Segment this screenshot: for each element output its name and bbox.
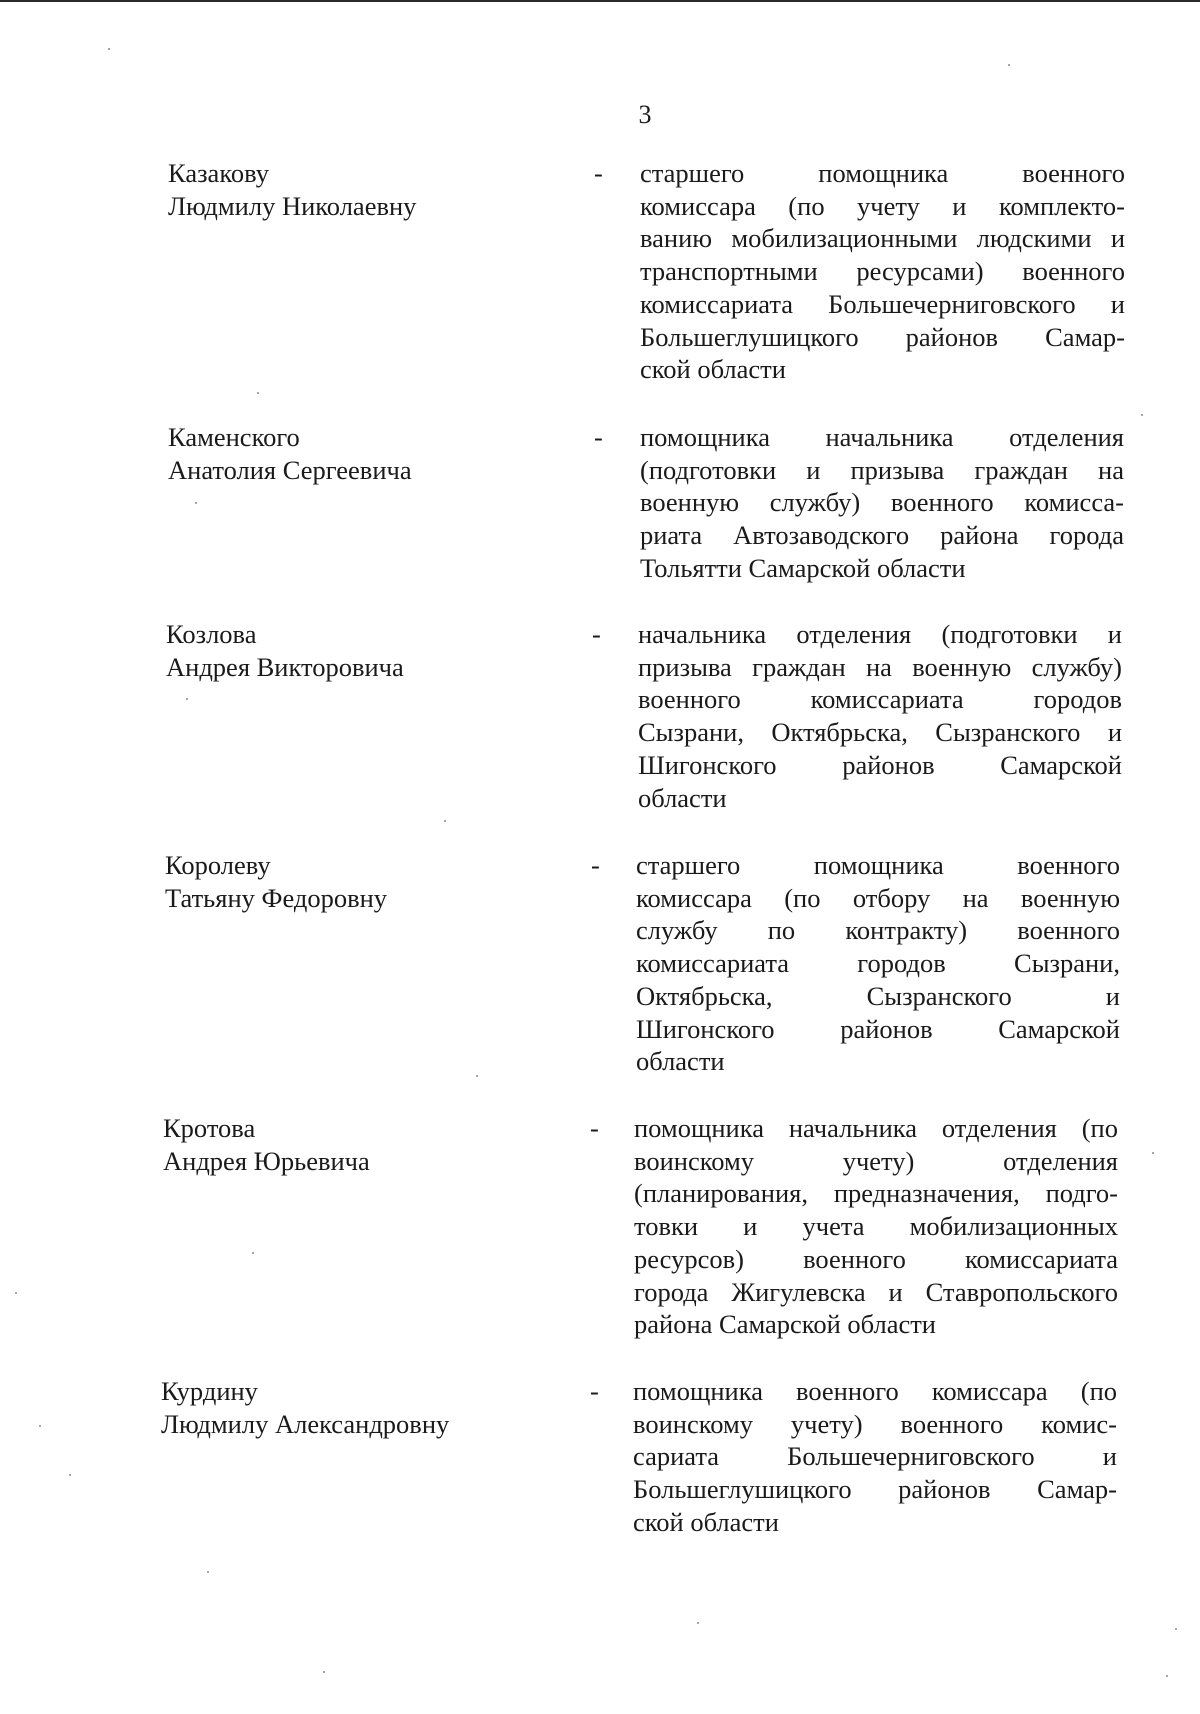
person-surname: Кротова: [163, 1113, 256, 1143]
description-line: Большеглушицкого районов Самар-: [640, 321, 1125, 352]
person-given-name: Людмилу Николаевну: [168, 190, 417, 221]
person-given-name: Андрея Викторовича: [166, 651, 404, 682]
scan-speck: [257, 392, 259, 394]
description-line: комиссара (по учету и комплекто-: [640, 190, 1125, 221]
description-line: Октябрьска, Сызранского и: [636, 980, 1120, 1011]
scan-speck: [195, 502, 197, 504]
description-line: службу по контракту) военного: [636, 915, 1120, 946]
description-line: помощника военного комиссара (по: [633, 1376, 1117, 1406]
description-line: комиссара (по отбору на военную: [636, 882, 1120, 913]
description-line: помощника начальника отделения (по: [634, 1113, 1118, 1143]
person-name: [168, 421, 412, 486]
description-line: области: [636, 1046, 725, 1077]
description-line: помощника начальника отделения: [640, 422, 1124, 452]
position-description: [640, 421, 1124, 585]
description-line: риата Автозаводского района города: [640, 520, 1124, 551]
scan-speck: [207, 1571, 209, 1573]
scan-speck: [108, 48, 110, 50]
person-name: [161, 1375, 449, 1440]
person-given-name: Анатолия Сергеевича: [168, 454, 412, 485]
scan-speck: [1152, 1152, 1154, 1154]
description-line: комиссариата городов Сызрани,: [636, 948, 1120, 979]
scan-speck: [252, 1252, 254, 1254]
description-line: ресурсов) военного комиссариата: [634, 1243, 1118, 1274]
description-line: призыва граждан на военную службу): [638, 651, 1122, 682]
description-line: начальника отделения (подготовки и: [638, 619, 1122, 649]
dash-separator: -: [594, 158, 603, 188]
description-line: товки и учета мобилизационных: [634, 1211, 1118, 1242]
position-description: [640, 157, 1125, 386]
description-line: Шигонского районов Самарской: [638, 749, 1122, 780]
description-line: Шигонского районов Самарской: [636, 1013, 1120, 1044]
description-line: транспортными ресурсами) военного: [640, 256, 1125, 287]
scan-speck: [1166, 1675, 1168, 1677]
description-line: комиссариата Большечерниговского и: [640, 288, 1125, 319]
scan-speck: [476, 1075, 478, 1077]
person-given-name: Татьяну Федоровну: [165, 882, 388, 913]
person-name: [165, 849, 387, 914]
description-line: сариата Большечерниговского и: [633, 1441, 1117, 1472]
description-line: Большеглушицкого районов Самар-: [633, 1474, 1117, 1505]
description-line: Сызрани, Октябрьска, Сызранского и: [638, 717, 1122, 748]
scan-speck: [15, 1292, 17, 1294]
scan-speck: [69, 1474, 71, 1476]
person-surname: Курдину: [161, 1376, 258, 1406]
dash-separator: -: [590, 1113, 599, 1143]
description-line: ской области: [640, 354, 786, 385]
person-given-name: Людмилу Александровну: [161, 1408, 450, 1439]
top-border-line: [0, 0, 1200, 2]
position-description: [638, 618, 1122, 814]
scan-speck: [1008, 64, 1010, 66]
person-surname: Казакову: [168, 158, 269, 188]
description-line: области: [638, 782, 727, 813]
scan-speck: [323, 1671, 325, 1673]
dash-separator: -: [591, 850, 600, 880]
person-surname: Королеву: [165, 850, 271, 880]
scan-speck: [697, 1622, 699, 1624]
description-line: военного комиссариата городов: [638, 684, 1122, 715]
dash-separator: -: [594, 422, 603, 452]
person-surname: Козлова: [166, 619, 257, 649]
person-name: [166, 618, 404, 683]
person-name: [168, 157, 416, 222]
dash-separator: -: [592, 619, 601, 649]
position-description: [634, 1112, 1118, 1341]
description-line: воинскому учету) военного комис-: [633, 1408, 1117, 1439]
description-line: района Самарской области: [634, 1309, 936, 1340]
description-line: воинскому учету) отделения: [634, 1145, 1118, 1176]
dash-separator: -: [590, 1376, 599, 1406]
position-description: [636, 849, 1120, 1078]
description-line: (планирования, предназначения, подго-: [634, 1178, 1118, 1209]
description-line: старшего помощника военного: [640, 158, 1125, 188]
person-given-name: Андрея Юрьевича: [163, 1145, 370, 1176]
description-line: Тольятти Самарской области: [640, 552, 966, 583]
person-surname: Каменского: [168, 422, 300, 452]
description-line: ской области: [633, 1506, 779, 1537]
scan-speck: [186, 698, 188, 700]
position-description: [633, 1375, 1117, 1539]
description-line: города Жигулевска и Ставропольского: [634, 1276, 1118, 1307]
description-line: ванию мобилизационными людскими и: [640, 223, 1125, 254]
scan-speck: [444, 820, 446, 822]
scan-speck: [1175, 1628, 1177, 1630]
description-line: (подготовки и призыва граждан на: [640, 454, 1124, 485]
description-line: военную службу) военного комисса-: [640, 487, 1124, 518]
description-line: старшего помощника военного: [636, 850, 1120, 880]
page-number: 3: [638, 100, 652, 129]
scan-speck: [1141, 414, 1143, 416]
person-name: [163, 1112, 370, 1177]
scan-speck: [39, 1425, 41, 1427]
